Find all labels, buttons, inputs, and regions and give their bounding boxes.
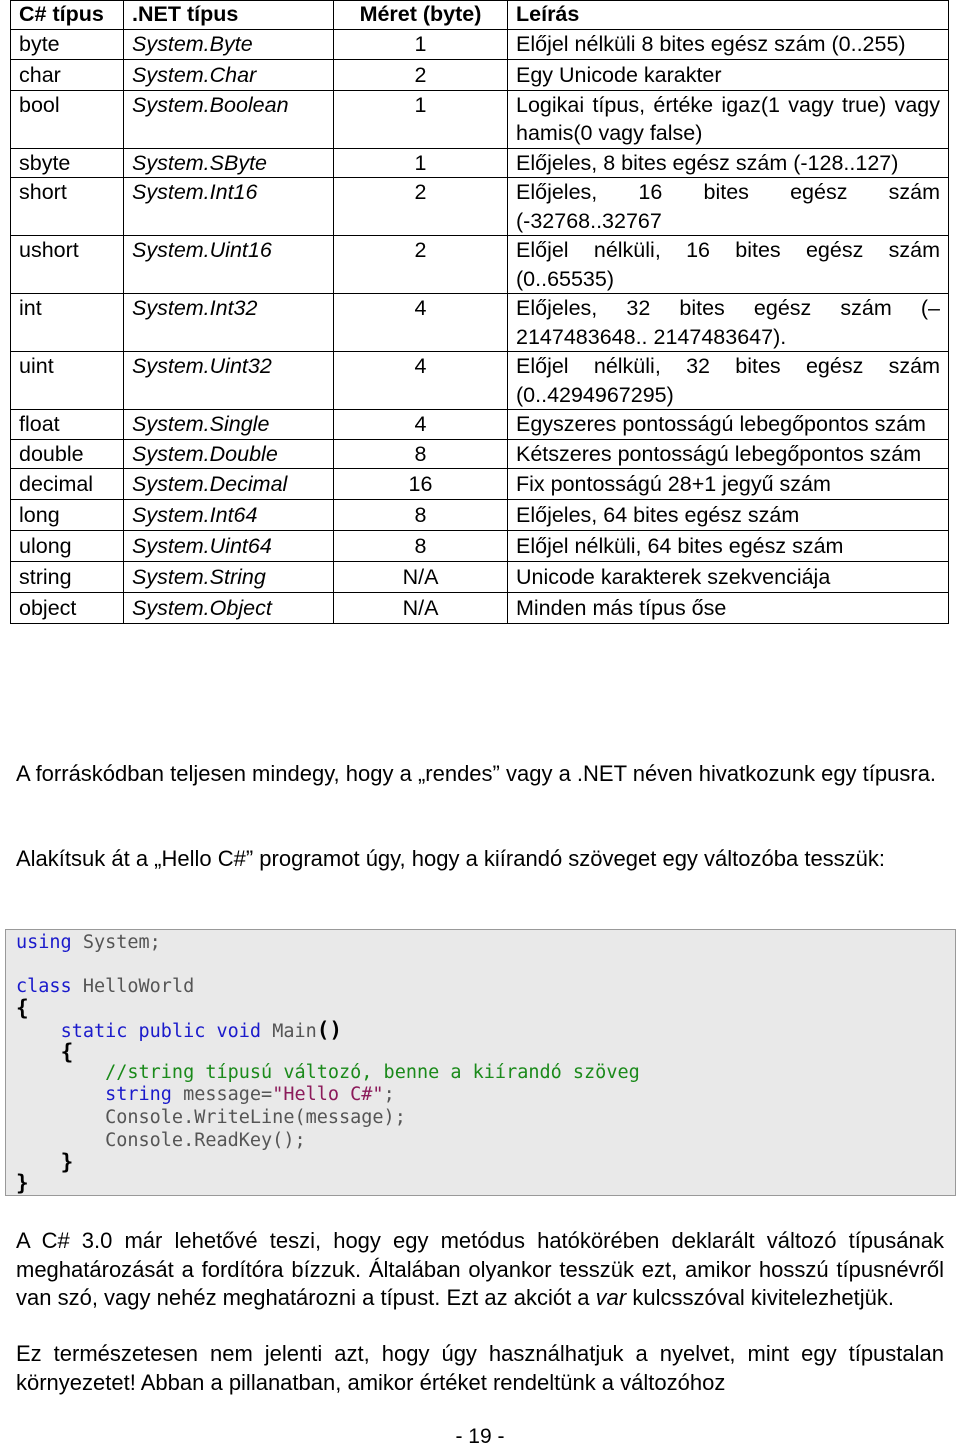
- size-cell: 1: [334, 148, 508, 178]
- size-cell: 4: [334, 352, 508, 410]
- code-line-close-class: }: [16, 1171, 29, 1195]
- size-cell: 1: [334, 30, 508, 60]
- net-type-cell: System.Byte: [124, 30, 334, 60]
- cs-type-cell: string: [11, 562, 124, 593]
- table-row: [11, 148, 949, 178]
- table-row: [11, 30, 949, 60]
- description-cell: Logikai típus, értéke igaz(1 vagy true) vagy hamis(0 vagy false): [508, 90, 949, 148]
- type-table: [10, 0, 949, 624]
- table-header-row: [11, 1, 949, 30]
- table-row: [11, 90, 949, 148]
- net-type-cell: System.Boolean: [124, 90, 334, 148]
- net-type-cell: System.Single: [124, 410, 334, 440]
- description-cell: Előjeles, 16 bites egész szám (-32768..32767: [508, 178, 949, 236]
- code-line-comment: //string típusú változó, benne a kiírandó szöveg: [105, 1062, 640, 1083]
- size-cell: 4: [334, 410, 508, 440]
- code-block: [5, 929, 956, 1196]
- size-cell: 8: [334, 531, 508, 562]
- description-cell: Előjel nélküli, 32 bites egész szám (0..4294967295): [508, 352, 949, 410]
- size-cell: N/A: [334, 593, 508, 624]
- net-type-cell: System.Uint32: [124, 352, 334, 410]
- description-cell: Unicode karakterek szekvenciája: [508, 562, 949, 593]
- net-type-cell: System.Int32: [124, 294, 334, 352]
- cs-type-cell: int: [11, 294, 124, 352]
- description-cell: Előjeles, 64 bites egész szám: [508, 500, 949, 531]
- code-line-string-decl: string message="Hello C#";: [105, 1084, 395, 1105]
- cs-type-cell: float: [11, 410, 124, 440]
- table-row: [11, 178, 949, 236]
- size-cell: N/A: [334, 562, 508, 593]
- cs-type-cell: uint: [11, 352, 124, 410]
- net-type-cell: System.Uint16: [124, 236, 334, 294]
- size-cell: 2: [334, 178, 508, 236]
- code-line-open-main: {: [60, 1040, 74, 1064]
- net-type-cell: System.Uint64: [124, 531, 334, 562]
- table-row: [11, 593, 949, 624]
- paragraph-type-alias: A forráskódban teljesen mindegy, hogy a „rendes” vagy a .NET néven hivatkozunk egy típusra.: [16, 761, 937, 786]
- table-row: [11, 531, 949, 562]
- table-row: [11, 294, 949, 352]
- size-cell: 2: [334, 236, 508, 294]
- code-line-main: static public void Main(): [60, 1018, 343, 1042]
- description-cell: Előjel nélküli, 64 bites egész szám: [508, 531, 949, 562]
- table-row: [11, 59, 949, 90]
- cs-type-cell: double: [11, 439, 124, 469]
- description-cell: Fix pontosságú 28+1 jegyű szám: [508, 469, 949, 500]
- table-row: [11, 410, 949, 440]
- size-cell: 8: [334, 439, 508, 469]
- description-cell: Minden más típus őse: [508, 593, 949, 624]
- net-type-cell: System.Int64: [124, 500, 334, 531]
- header-cs-type: C# típus: [11, 1, 124, 30]
- size-cell: 1: [334, 90, 508, 148]
- header-net-type: .NET típus: [124, 1, 334, 30]
- table-row: [11, 500, 949, 531]
- net-type-cell: System.SByte: [124, 148, 334, 178]
- table-row: [11, 562, 949, 593]
- cs-type-cell: decimal: [11, 469, 124, 500]
- size-cell: 8: [334, 500, 508, 531]
- description-cell: Kétszeres pontosságú lebegőpontos szám: [508, 439, 949, 469]
- description-cell: Előjeles, 32 bites egész szám (– 2147483648.. 2147483647).: [508, 294, 949, 352]
- size-cell: 4: [334, 294, 508, 352]
- table-row: [11, 236, 949, 294]
- code-line-using: using System;: [16, 932, 161, 953]
- net-type-cell: System.String: [124, 562, 334, 593]
- table-row: [11, 469, 949, 500]
- code-line-close-main: }: [60, 1150, 74, 1174]
- cs-type-cell: bool: [11, 90, 124, 148]
- code-line-readkey: Console.ReadKey();: [105, 1130, 306, 1151]
- paragraph-not-typeless: Ez természetesen nem jelenti azt, hogy úgy használhatjuk a nyelvet, mint egy típustalan környezetet! Abban a pillanatban, amikor értéket rendeltünk a változóhoz: [16, 1341, 944, 1395]
- net-type-cell: System.Char: [124, 59, 334, 90]
- net-type-cell: System.Double: [124, 439, 334, 469]
- description-cell: Egyszeres pontosságú lebegőpontos szám: [508, 410, 949, 440]
- size-cell: 2: [334, 59, 508, 90]
- paragraph-var-keyword: A C# 3.0 már lehetővé teszi, hogy egy metódus hatókörében deklarált változó típusának meghatározását a fordítóra bízzuk. Általában olyankor tesszük ezt, amikor hosszú típusnévről van szó, vagy nehéz meghatározni a típust. Ezt az akciót a var kulcsszóval kivitelezhetjük.: [16, 1228, 944, 1310]
- description-cell: Előjel nélküli 8 bites egész szám (0..255): [508, 30, 949, 60]
- cs-type-cell: ulong: [11, 531, 124, 562]
- code-line-open-class: {: [16, 996, 29, 1020]
- cs-type-cell: byte: [11, 30, 124, 60]
- cs-type-cell: sbyte: [11, 148, 124, 178]
- size-cell: 16: [334, 469, 508, 500]
- header-description: Leírás: [508, 1, 949, 30]
- description-cell: Előjel nélküli, 16 bites egész szám (0..65535): [508, 236, 949, 294]
- paragraph-rewrite-hello: Alakítsuk át a „Hello C#” programot úgy, hogy a kiírandó szöveget egy változóba tesszük:: [16, 846, 886, 871]
- cs-type-cell: long: [11, 500, 124, 531]
- cs-type-cell: short: [11, 178, 124, 236]
- code-line-writeline: Console.WriteLine(message);: [105, 1107, 406, 1128]
- cs-type-cell: object: [11, 593, 124, 624]
- net-type-cell: System.Decimal: [124, 469, 334, 500]
- net-type-cell: System.Int16: [124, 178, 334, 236]
- page-number: - 19 -: [455, 1425, 505, 1448]
- code-line-class: class HelloWorld: [16, 976, 195, 997]
- table-row: [11, 352, 949, 410]
- header-size: Méret (byte): [334, 1, 508, 30]
- cs-type-cell: char: [11, 59, 124, 90]
- cs-type-cell: ushort: [11, 236, 124, 294]
- table-row: [11, 439, 949, 469]
- net-type-cell: System.Object: [124, 593, 334, 624]
- description-cell: Egy Unicode karakter: [508, 59, 949, 90]
- description-cell: Előjeles, 8 bites egész szám (-128..127): [508, 148, 949, 178]
